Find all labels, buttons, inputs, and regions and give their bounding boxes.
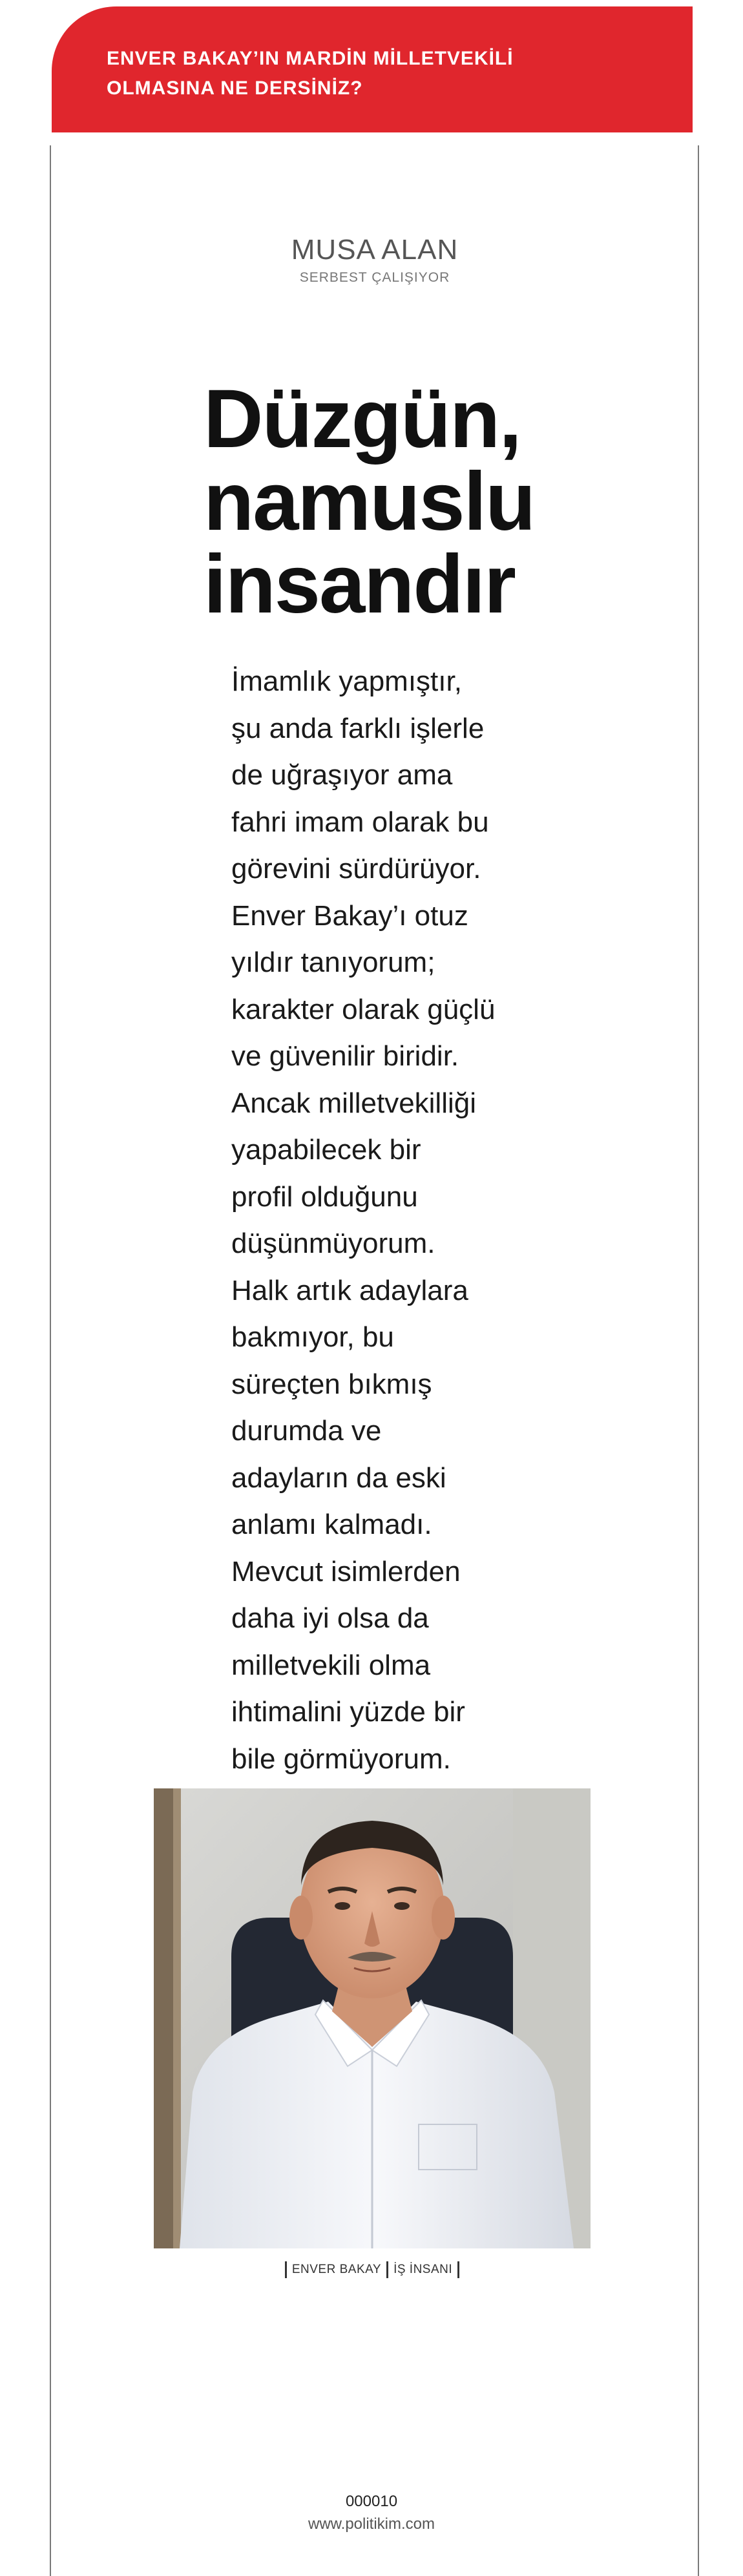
body-line: durumda ve xyxy=(231,1415,382,1447)
caption-divider xyxy=(386,2261,388,2278)
body-line: daha iyi olsa da xyxy=(231,1602,429,1634)
headline-line: Düzgün, xyxy=(204,373,521,465)
caption-divider xyxy=(285,2261,287,2278)
author-name: MUSA ALAN xyxy=(291,234,459,266)
headline-line: insandır xyxy=(204,538,515,631)
headline xyxy=(204,373,565,631)
body-line: fahri imam olarak bu xyxy=(231,806,489,838)
caption-name: ENVER BAKAY xyxy=(291,2263,382,2276)
body-line: İmamlık yapmıştır, xyxy=(231,665,462,697)
photo-caption xyxy=(194,2261,550,2278)
banner-question xyxy=(107,44,636,103)
body-line: ve güvenilir biridir. xyxy=(231,1040,459,1072)
body-line: yapabilecek bir xyxy=(231,1134,421,1166)
page-number: 000010 xyxy=(345,2493,398,2510)
body-line: milletvekili olma xyxy=(231,1649,431,1681)
site-url[interactable]: www.politikim.com xyxy=(308,2515,435,2533)
body-line: süreçten bıkmış xyxy=(231,1368,432,1400)
body-line: şu anda farklı işlerle xyxy=(231,712,485,744)
body-line: bile görmüyorum. xyxy=(231,1743,451,1775)
body-line: adayların da eski xyxy=(231,1461,446,1494)
headline-line: namuslu xyxy=(204,456,535,548)
body-line: anlamı kalmadı. xyxy=(231,1509,432,1540)
banner-line-1: ENVER BAKAY’IN MARDİN MİLLETVEKİLİ xyxy=(107,48,514,69)
caption-divider xyxy=(457,2261,459,2278)
frame-left-border xyxy=(50,145,51,2576)
body-line: karakter olarak güçlü xyxy=(231,993,496,1025)
frame-right-border xyxy=(698,145,699,2576)
body-line: düşünmüyorum. xyxy=(231,1228,435,1259)
body-line: ihtimalini yüzde bir xyxy=(231,1696,465,1728)
caption-role: İŞ İNSANI xyxy=(393,2263,453,2276)
banner-line-2: OLMASINA NE DERSİNİZ? xyxy=(107,78,363,99)
body-line: görevini sürdürüyor. xyxy=(231,853,481,885)
article-body xyxy=(231,658,528,1783)
body-line: profil olduğunu xyxy=(231,1180,418,1213)
portrait-photo xyxy=(154,1788,591,2248)
body-line: de uğraşıyor ama xyxy=(231,759,453,791)
body-line: Ancak milletvekilliği xyxy=(231,1087,477,1119)
author-title: SERBEST ÇALIŞIYOR xyxy=(299,270,450,285)
body-line: bakmıyor, bu xyxy=(231,1321,394,1353)
body-line: Enver Bakay’ı otuz xyxy=(231,899,468,932)
body-line: yıldır tanıyorum; xyxy=(231,947,435,978)
body-line: Halk artık adaylara xyxy=(231,1274,468,1306)
body-line: Mevcut isimlerden xyxy=(231,1555,461,1587)
